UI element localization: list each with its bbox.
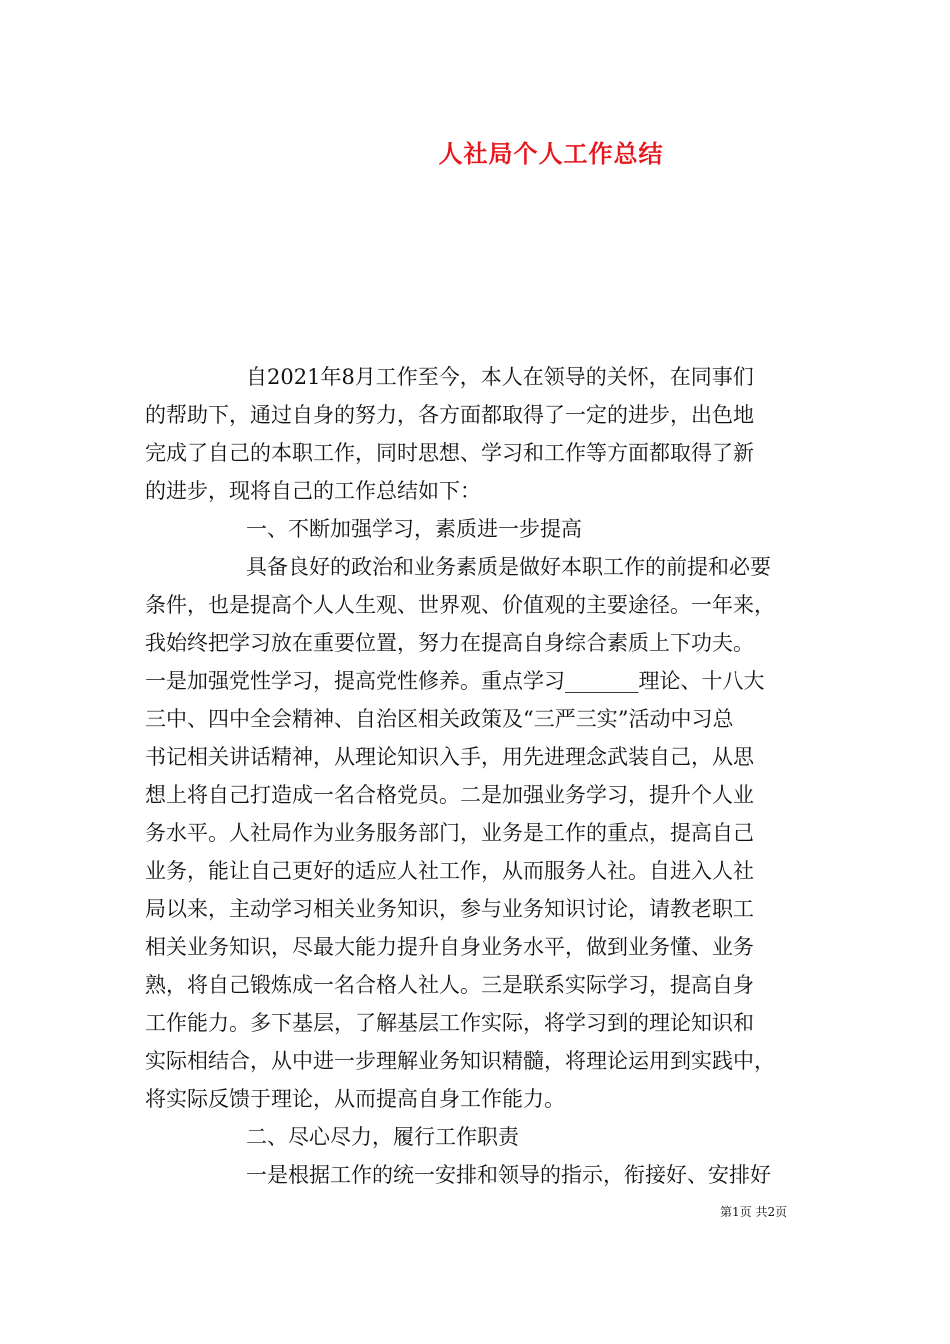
body-line: 务水平。人社局作为业务服务部门，业务是工作的重点，提高自己 (145, 821, 754, 845)
document-title: 人社局个人工作总结 (438, 139, 664, 168)
section-heading: 二、尽心尽力，履行工作职责 (246, 1125, 519, 1149)
body-line: 将实际反馈于理论，从而提高自身工作能力。 (145, 1087, 565, 1111)
body-line: 一是根据工作的统一安排和领导的指示，衔接好、安排好 (246, 1163, 771, 1187)
body-line: 相关业务知识，尽最大能力提升自身业务水平，做到业务懂、业务 (145, 935, 754, 959)
body-line: 一是加强党性学习，提高党性修养。重点学习_______理论、十八大 (145, 669, 765, 693)
body-line: 熟，将自己锻炼成一名合格人社人。三是联系实际学习，提高自身 (145, 973, 754, 997)
body-line: 工作能力。多下基层，了解基层工作实际，将学习到的理论知识和 (145, 1011, 754, 1035)
body-line: 条件，也是提高个人人生观、世界观、价值观的主要途径。一年来， (145, 593, 775, 617)
body-line: 业务，能让自己更好的适应人社工作，从而服务人社。自进入人社 (145, 859, 754, 883)
body-line: 书记相关讲话精神，从理论知识入手，用先进理念武装自己，从思 (145, 745, 754, 769)
page-footer: 第1页 共2页 (720, 1205, 788, 1219)
body-line: 自2021年8月工作至今，本人在领导的关怀，在同事们 (246, 365, 754, 389)
body-line: 具备良好的政治和业务素质是做好本职工作的前提和必要 (246, 555, 771, 579)
body-line: 实际相结合，从中进一步理解业务知识精髓，将理论运用到实践中， (145, 1049, 775, 1073)
body-line: 完成了自己的本职工作，同时思想、学习和工作等方面都取得了新 (145, 441, 754, 465)
body-line: 的帮助下，通过自身的努力，各方面都取得了一定的进步，出色地 (145, 403, 754, 427)
body-line: 的进步，现将自己的工作总结如下： (145, 479, 481, 503)
body-line: 三中、四中全会精神、自治区相关政策及“三严三实”活动中习总 (145, 707, 734, 731)
body-line: 想上将自己打造成一名合格党员。二是加强业务学习，提升个人业 (145, 783, 754, 807)
body-line: 我始终把学习放在重要位置，努力在提高自身综合素质上下功夫。 (145, 631, 754, 655)
section-heading: 一、不断加强学习，素质进一步提高 (246, 517, 582, 541)
body-line: 局以来，主动学习相关业务知识，参与业务知识讨论，请教老职工 (145, 897, 754, 921)
